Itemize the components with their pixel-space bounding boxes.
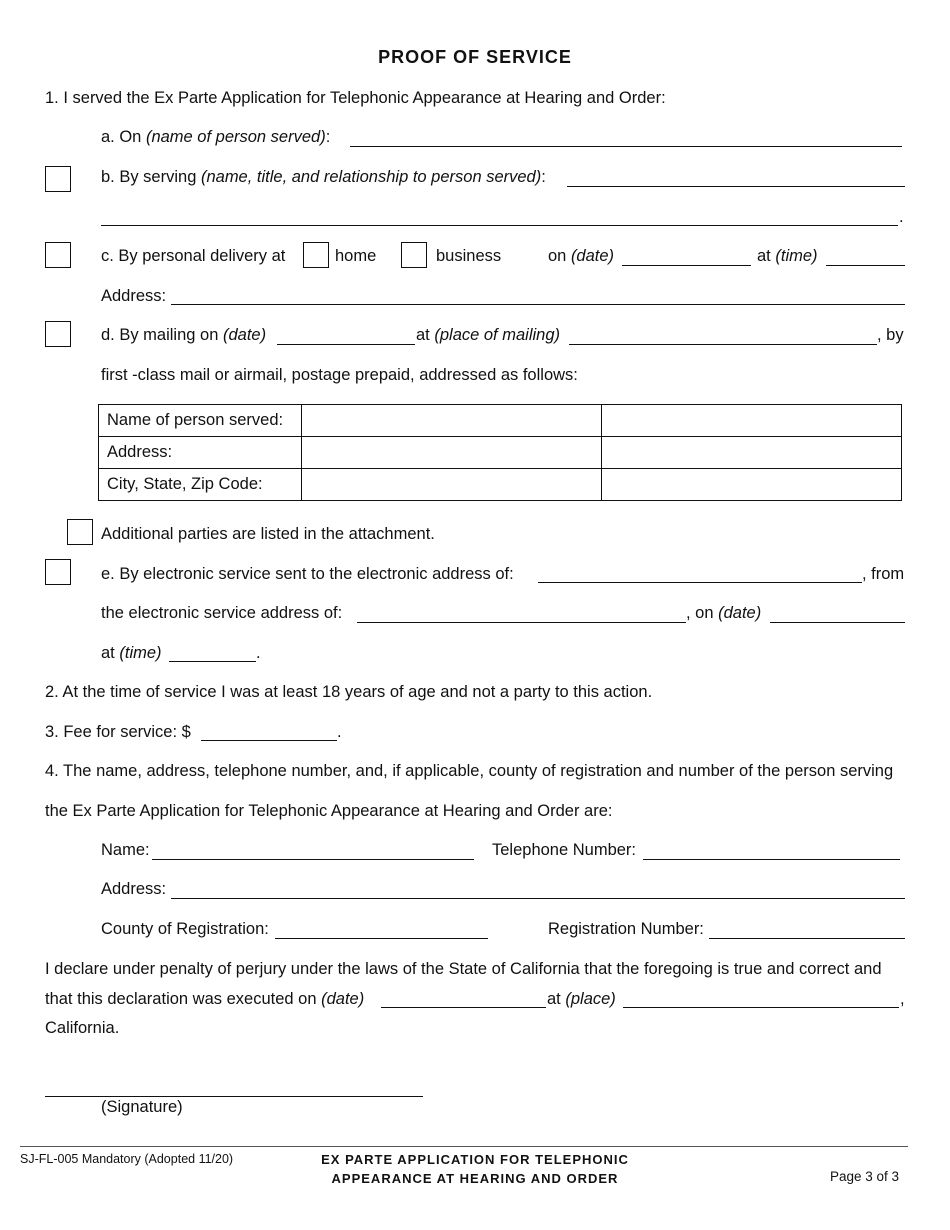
item-4-line1: 4. The name, address, telephone number, and, if applicable, county of registration and number of the person serving bbox=[45, 762, 894, 780]
regnum-label: Registration Number: bbox=[548, 920, 704, 938]
fee-field[interactable] bbox=[201, 740, 337, 741]
c-time-field[interactable] bbox=[826, 265, 905, 266]
e-address-field[interactable] bbox=[538, 582, 862, 583]
serving-field-2[interactable] bbox=[101, 225, 898, 226]
declaration-line2: that this declaration was executed on (date) bbox=[45, 990, 365, 1008]
d-by: , by bbox=[877, 326, 904, 344]
footer-divider bbox=[20, 1146, 908, 1147]
regnum-field[interactable] bbox=[709, 938, 905, 939]
serving-field-1[interactable] bbox=[567, 186, 905, 187]
e-service-address-field[interactable] bbox=[357, 622, 686, 623]
table-cell[interactable] bbox=[302, 469, 602, 501]
form-id: SJ-FL-005 Mandatory (Adopted 11/20) bbox=[20, 1152, 234, 1166]
business-label: business bbox=[436, 247, 502, 265]
signature-field[interactable] bbox=[45, 1096, 423, 1097]
table-row bbox=[99, 405, 902, 437]
c-date-field[interactable] bbox=[622, 265, 751, 266]
table-row bbox=[99, 469, 902, 501]
d-place-label: at (place of mailing) bbox=[416, 326, 560, 344]
table-cell[interactable] bbox=[302, 437, 602, 469]
declaration-line1: I declare under penalty of perjury under the laws of the State of California that the foregoing is true and correct and bbox=[45, 960, 882, 978]
additional-parties-label: Additional parties are listed in the attachment. bbox=[101, 525, 435, 543]
item-3-text: 3. Fee for service: $ bbox=[45, 723, 191, 741]
e-date-field[interactable] bbox=[770, 622, 905, 623]
declaration-line3: California. bbox=[45, 1019, 120, 1037]
declaration-date-field[interactable] bbox=[381, 1007, 546, 1008]
item-d-label: d. By mailing on (date) bbox=[101, 326, 267, 344]
checkbox-additional-parties[interactable] bbox=[67, 519, 93, 545]
table-cell[interactable] bbox=[602, 405, 902, 437]
e-time-field[interactable] bbox=[169, 661, 256, 662]
c-address-field[interactable] bbox=[171, 304, 905, 305]
county-label: County of Registration: bbox=[101, 920, 269, 938]
c-address-label: Address: bbox=[101, 287, 167, 305]
e-from: , from bbox=[862, 565, 905, 583]
server-name-label: Name: bbox=[101, 841, 150, 859]
checkbox-d[interactable] bbox=[45, 321, 71, 347]
checkbox-c[interactable] bbox=[45, 242, 71, 268]
e-end: . bbox=[256, 644, 261, 662]
item-2-text: 2. At the time of service I was at least 18 years of age and not a party to this action. bbox=[45, 683, 653, 701]
table-row-label: City, State, Zip Code: bbox=[99, 469, 302, 501]
e-time-label: at (time) bbox=[101, 644, 162, 662]
table-cell[interactable] bbox=[302, 405, 602, 437]
table-row-label: Address: bbox=[99, 437, 302, 469]
declaration-comma: , bbox=[900, 990, 905, 1008]
telephone-field[interactable] bbox=[643, 859, 900, 860]
server-address-label: Address: bbox=[101, 880, 167, 898]
table-row bbox=[99, 437, 902, 469]
item-4-line2: the Ex Parte Application for Telephonic Appearance at Hearing and Order are: bbox=[45, 802, 613, 820]
e-date-label: , on (date) bbox=[686, 604, 762, 622]
server-name-field[interactable] bbox=[152, 859, 474, 860]
c-date-label: on (date) bbox=[548, 247, 615, 265]
table-row-label: Name of person served: bbox=[99, 405, 302, 437]
item-b-label: b. By serving (name, title, and relationship to person served): bbox=[101, 168, 546, 186]
item-b-end: . bbox=[899, 208, 904, 226]
declaration-place-field[interactable] bbox=[623, 1007, 899, 1008]
page-number: Page 3 of 3 bbox=[830, 1169, 900, 1184]
table-cell[interactable] bbox=[602, 469, 902, 501]
checkbox-e[interactable] bbox=[45, 559, 71, 585]
item-c-label: c. By personal delivery at bbox=[101, 247, 286, 265]
telephone-label: Telephone Number: bbox=[492, 841, 637, 859]
address-table bbox=[98, 404, 902, 501]
d-date-field[interactable] bbox=[277, 344, 415, 345]
table-cell[interactable] bbox=[602, 437, 902, 469]
item-e-label: e. By electronic service sent to the electronic address of: bbox=[101, 565, 514, 583]
form-title: EX PARTE APPLICATION FOR TELEPHONIC APPEARANCE AT HEARING AND ORDER bbox=[321, 1152, 629, 1186]
d-place-field[interactable] bbox=[569, 344, 877, 345]
page-title: PROOF OF SERVICE bbox=[378, 47, 572, 67]
checkbox-home[interactable] bbox=[303, 242, 329, 268]
home-label: home bbox=[335, 247, 377, 265]
c-time-label: at (time) bbox=[757, 247, 818, 265]
item-a-label: a. On (name of person served): bbox=[101, 128, 331, 146]
name-served-field[interactable] bbox=[350, 146, 902, 147]
d-line2: first -class mail or airmail, postage prepaid, addressed as follows: bbox=[101, 366, 578, 384]
checkbox-business[interactable] bbox=[401, 242, 427, 268]
server-address-field[interactable] bbox=[171, 898, 905, 899]
item-3-end: . bbox=[337, 723, 342, 741]
county-field[interactable] bbox=[275, 938, 488, 939]
signature-label: (Signature) bbox=[101, 1098, 183, 1116]
declaration-place-label: at (place) bbox=[547, 990, 616, 1008]
e-line2: the electronic service address of: bbox=[101, 604, 343, 622]
checkbox-b[interactable] bbox=[45, 166, 71, 192]
item-1-text: 1. I served the Ex Parte Application for Telephonic Appearance at Hearing and Order: bbox=[45, 89, 666, 107]
